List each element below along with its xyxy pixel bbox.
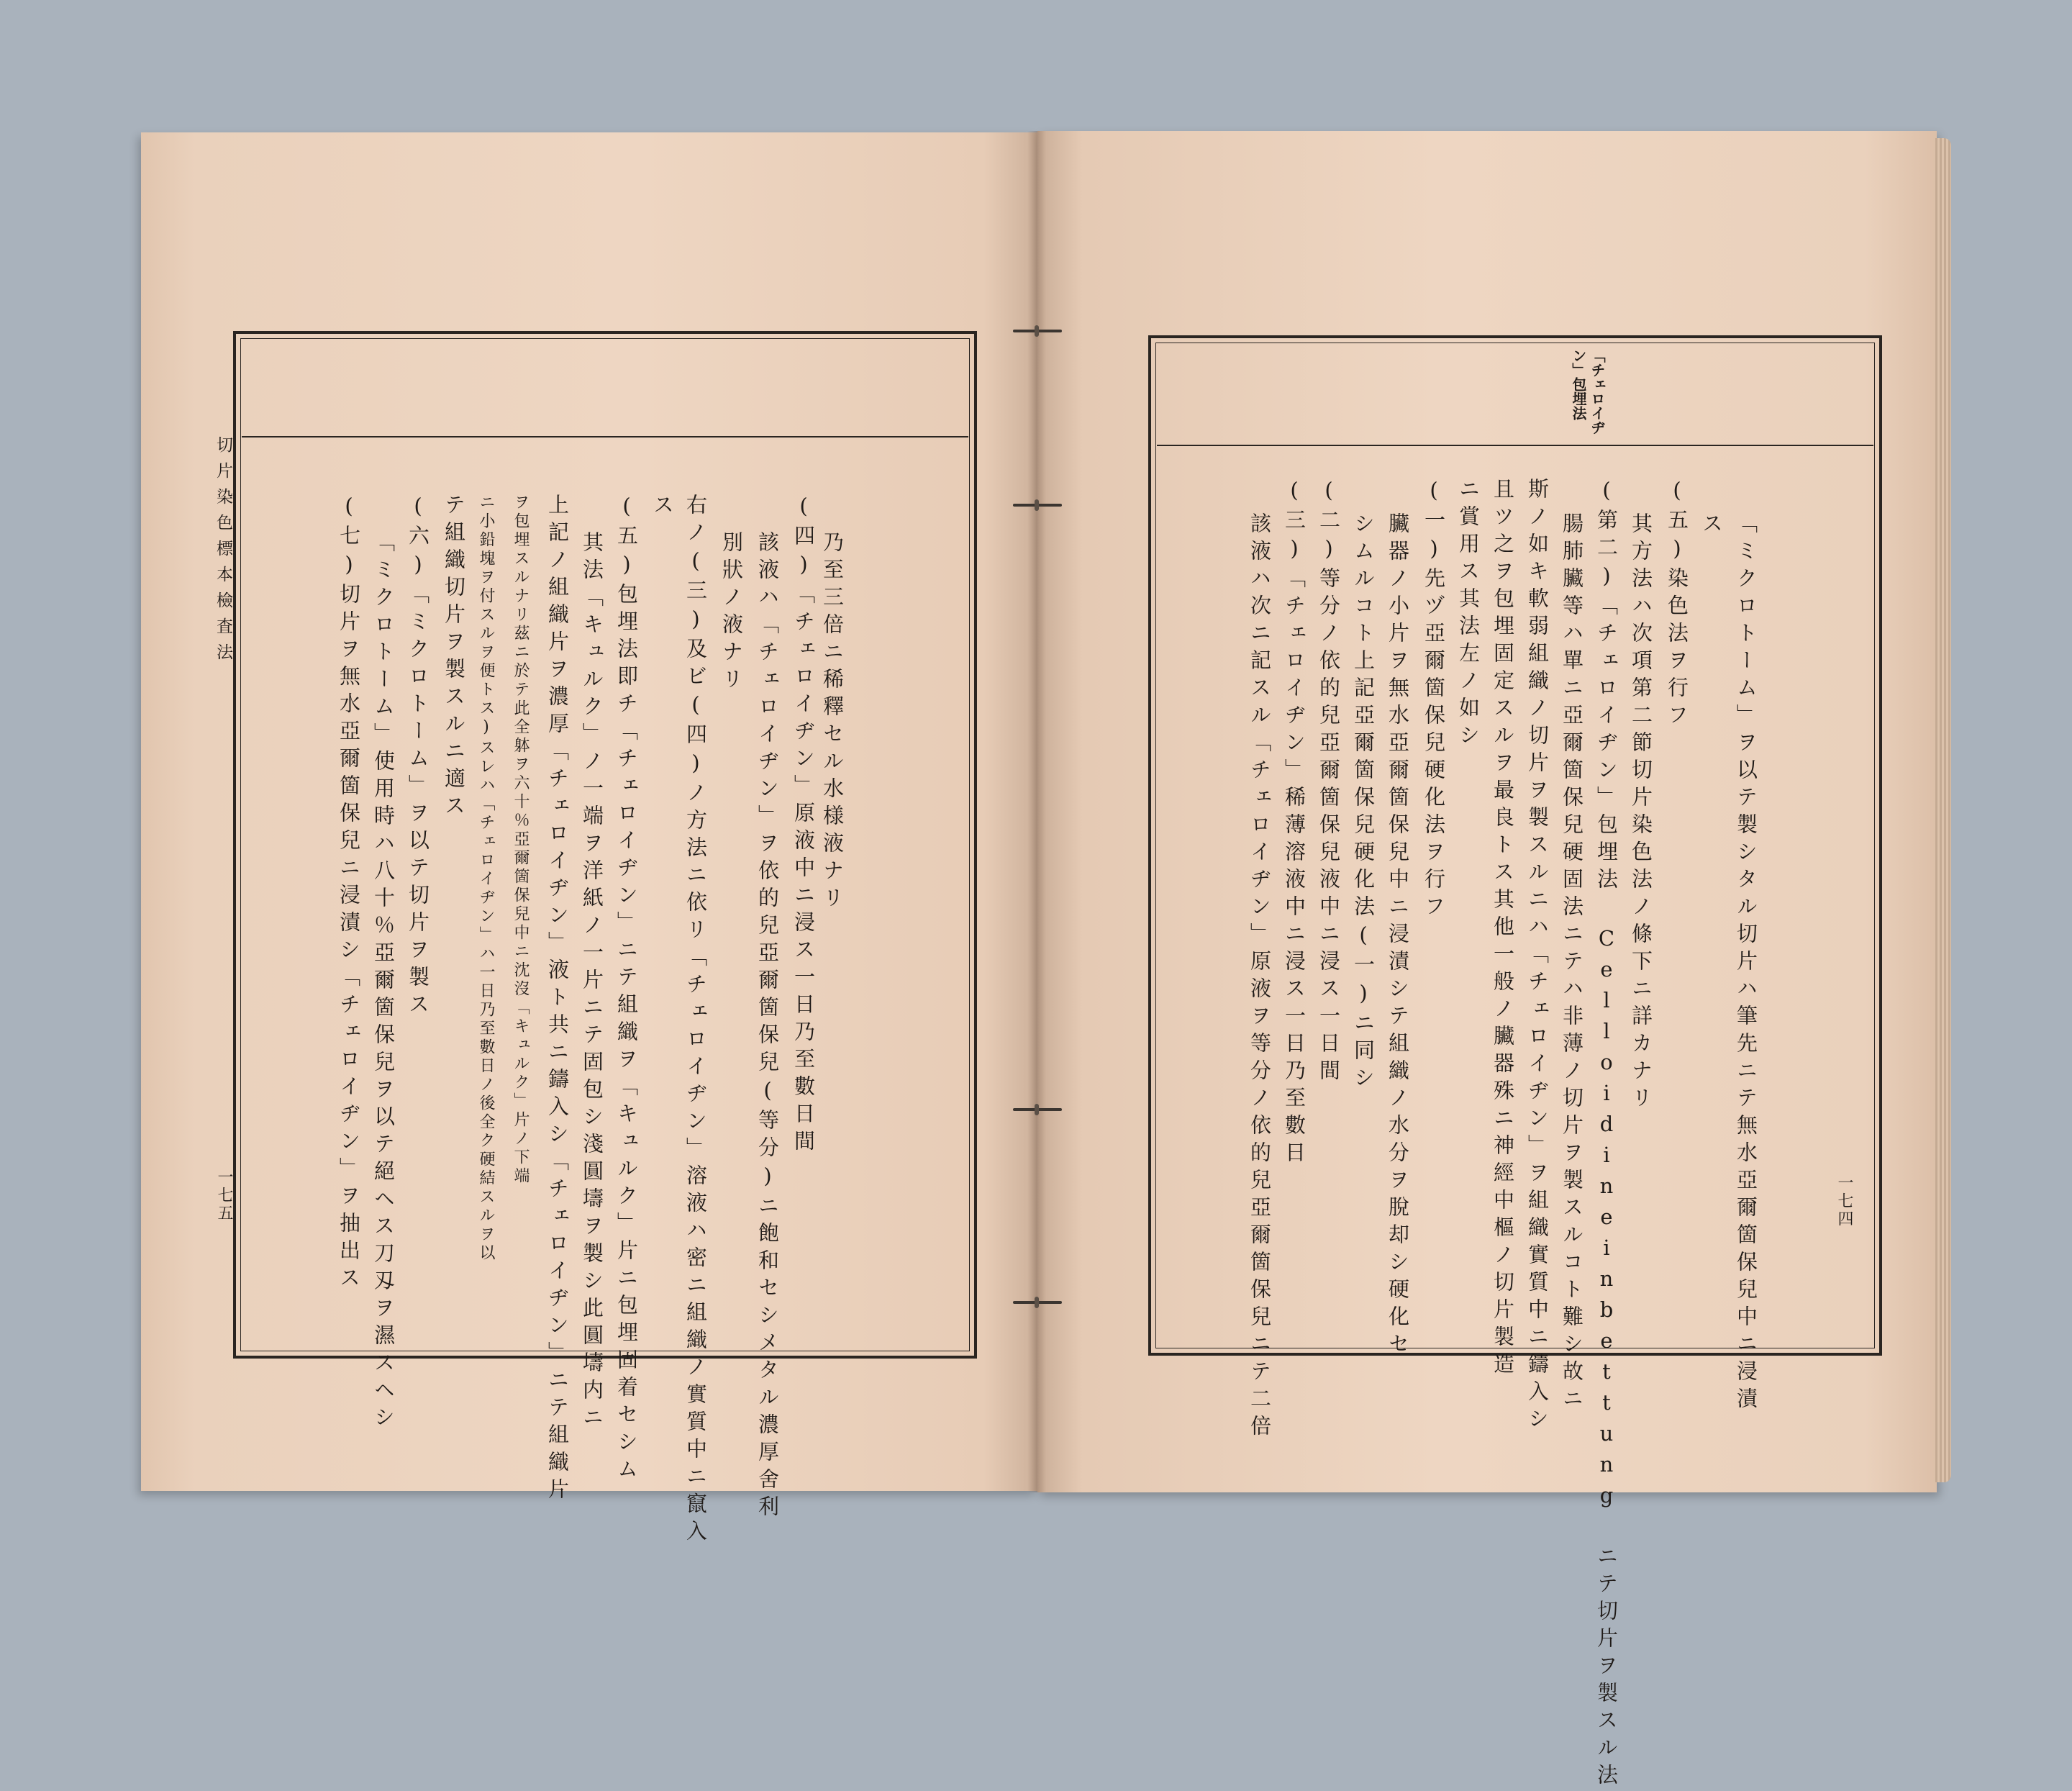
page-number-right: 一七四 — [1835, 1174, 1853, 1228]
text-column: 「ミクロトーム」ヲ以テ製シタル切片ハ筆先ニテ無水亞爾箇保兒中ニ浸漬 — [1734, 512, 1758, 1415]
header-rule — [1157, 445, 1873, 446]
text-column: (六)「ミクロトーム」ヲ以テ切片ヲ製ス — [406, 494, 430, 1020]
text-column: (二)等分ノ依的兒亞爾箇保兒液中ニ浸ス一日間 — [1317, 478, 1341, 1087]
text-column: (五)染色法ヲ行フ — [1665, 478, 1689, 731]
text-column: 臟器ノ小片ヲ無水亞爾箇保兒中ニ浸漬シテ組織ノ水分ヲ脫却シ硬化セ — [1386, 512, 1410, 1360]
text-column: 腸肺臟等ハ單ニ亞爾箇保兒硬固法ニテハ非薄ノ切片ヲ製スルコト難シ故ニ — [1560, 512, 1584, 1415]
text-column: ス — [650, 494, 675, 521]
text-column: テ組織切片ヲ製スルニ適ス — [442, 494, 466, 822]
text-column: (第二)「チェロイヂン」包埋法 Celloidineinbettung ニテ切片ヲ製スル法 — [1594, 478, 1619, 1791]
text-column: 其方法ハ次項第二節切片染色法ノ條下ニ詳カナリ — [1629, 512, 1653, 1114]
text-column: (一)先ヅ亞爾箇保兒硬化法ヲ行フ — [1422, 478, 1446, 922]
text-column: (七)切片ヲ無水亞爾箇保兒ニ浸漬シ「チェロイヂン」ヲ抽出ス — [337, 494, 361, 1294]
text-column: ス — [1699, 512, 1724, 540]
text-column: ニ小鉛塊ヲ付スルヲ便トス)スレハ「チェロイヂン」ハ一日乃至數日ノ後全ク硬結スルヲ以 — [477, 494, 495, 1263]
text-column: 該液ハ「チェロイヂン」ヲ依的兒亞爾箇保兒(等分)ニ飽和セシメタル濃厚舍利 — [755, 531, 780, 1523]
text-column: 右ノ(三)及ビ(四)ノ方法ニ依リ「チェロイヂン」溶液ハ密ニ組織ノ實質中ニ竄入 — [683, 494, 708, 1547]
text-column: 且ツ之ヲ包埋固定スルヲ最良トス其他一般ノ臟器殊ニ神經中樞ノ切片製造 — [1491, 478, 1515, 1380]
running-head: 切片染色標本檢査法 — [214, 436, 232, 669]
text-column: 乃至三倍ニ稀釋セル水様液ナリ — [820, 531, 845, 914]
text-column: 其法「キュルク」ノ一端ヲ洋紙ノ一片ニテ固包シ淺圓壔ヲ製シ此圓壔内ニ — [580, 531, 604, 1433]
text-column: ヲ包埋スルナリ茲ニ於テ此全躰ヲ六十％亞爾箇保兒中ニ沈沒「キュルク」片ノ下端 — [512, 494, 530, 1186]
text-column: ニ賞用ス其法左ノ如シ — [1456, 478, 1481, 751]
page-edges — [1935, 138, 1951, 1482]
binding-stitch — [1013, 330, 1062, 332]
header-rule — [242, 436, 968, 437]
binding-stitch — [1013, 1108, 1062, 1111]
open-book — [141, 131, 1951, 1791]
text-column: 斯ノ如キ軟弱組織ノ切片ヲ製スルニハ「チェロイヂン」ヲ組織實質中ニ鑄入シ — [1525, 478, 1550, 1435]
page-number-left: 一七五 — [215, 1169, 233, 1223]
text-column: シムルコト上記亞爾箇保兒硬化法(一)ニ同シ — [1351, 512, 1376, 1094]
text-column: 該液ハ次ニ記スル「チェロイヂン」原液ヲ等分ノ依的兒亞爾箇保兒ニテ二倍 — [1248, 512, 1272, 1442]
text-column: 「ミクロトーム」使用時ハ八十％亞爾箇保兒ヲ以テ絕ヘス刀刄ヲ濕スヘシ — [371, 531, 396, 1433]
text-column: 別狀ノ液ナリ — [719, 531, 744, 695]
text-column: (四)「チェロイヂン」原液中ニ浸ス一日乃至數日間 — [791, 494, 816, 1157]
text-column: (五)包埋法即チ「チェロイヂン」ニテ組織ヲ「キュルク」片ニ包埋固着セシム — [614, 494, 639, 1485]
marginal-heading: ン」包埋法 — [1570, 348, 1587, 420]
text-column: (三)「チェロイヂン」稀薄溶液中ニ浸ス一日乃至數日 — [1282, 478, 1307, 1169]
marginal-heading: 「チェロイヂ — [1589, 348, 1606, 435]
binding-stitch — [1013, 504, 1062, 507]
text-column: 上記ノ組織片ヲ濃厚「チェロイヂン」液ト共ニ鑄入シ「チェロイヂン」ニテ組織片 — [545, 494, 570, 1505]
binding-stitch — [1013, 1301, 1062, 1304]
